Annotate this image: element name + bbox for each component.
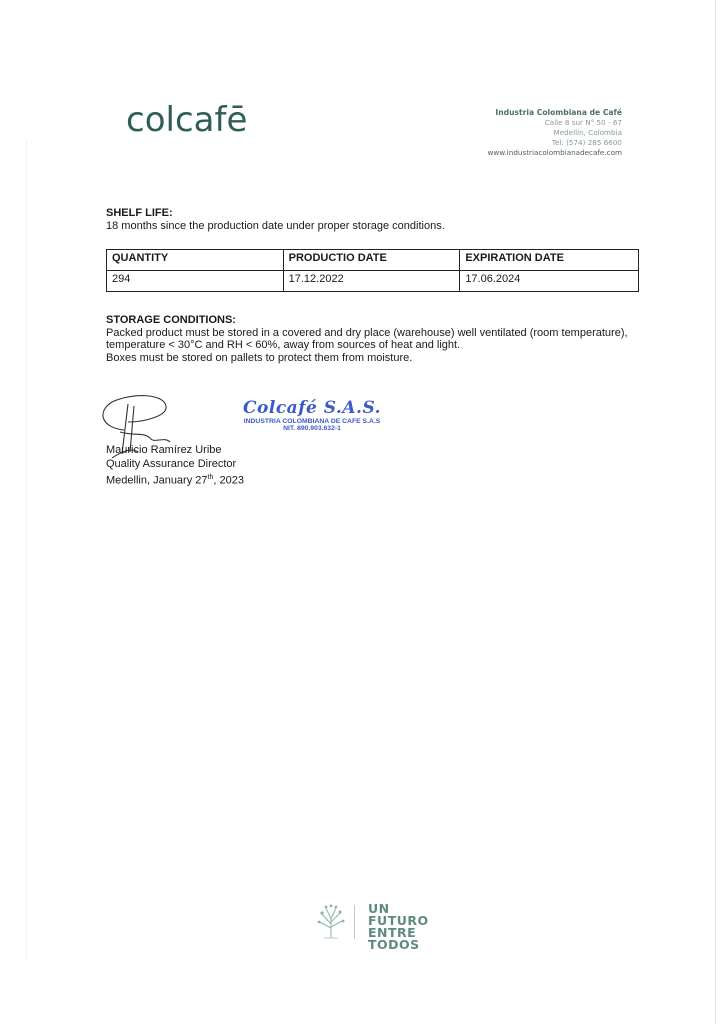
slogan-line: ENTRE [368, 925, 417, 940]
company-phone: Tel: (574) 285 6600 [551, 138, 622, 147]
company-website: www.industriacolombianadecafe.com [487, 148, 622, 157]
header-expiration-date: EXPIRATION DATE [460, 250, 639, 271]
storage-line: Packed product must be stored in a covered and dry place (warehouse) well ventilated (room temperature), [106, 326, 628, 339]
company-address [488, 108, 622, 158]
date-year: , 2023 [213, 474, 244, 487]
signer-place-date [106, 471, 244, 488]
date-prefix: Medellin, January 27 [106, 474, 208, 487]
shelf-life-heading: SHELF LIFE: [106, 207, 173, 219]
company-stamp [243, 398, 381, 432]
company-name: Industria Colombiana de Café [495, 108, 622, 117]
colcafe-logo: colcafē [126, 100, 248, 140]
shelf-life-section [106, 207, 445, 232]
stamp-nit: NIT. 890.903.632-1 [283, 425, 341, 432]
slogan-line: TODOS [368, 937, 420, 952]
cell-production-date: 17.12.2022 [283, 271, 460, 292]
company-street: Calle 8 sur N° 50 - 67 [544, 118, 622, 127]
slogan-line: FUTURO [368, 913, 429, 928]
header-production-date: PRODUCTIO DATE [283, 250, 460, 271]
table-row [107, 271, 639, 292]
tree-icon [312, 902, 350, 940]
company-city: Medellín, Colombia [553, 128, 622, 137]
signer-name: Mauricio Ramírez Uribe [106, 444, 222, 456]
storage-line: temperature < 30°C and RH < 60%, away from sources of heat and light. [106, 339, 461, 351]
storage-line: Boxes must be stored on pallets to protect them from moisture. [106, 351, 413, 364]
shelf-life-text: 18 months since the production date under proper storage conditions. [106, 219, 445, 232]
footer-divider [354, 905, 355, 939]
signer-title: Quality Assurance Director [106, 457, 237, 470]
date-suffix: th [207, 474, 214, 481]
storage-section [106, 314, 628, 364]
storage-heading: STORAGE CONDITIONS: [106, 314, 236, 326]
footer-slogan [368, 901, 429, 952]
slogan-line: UN [368, 901, 390, 916]
stamp-company: INDUSTRIA COLOMBIANA DE CAFE S.A.S [243, 418, 381, 425]
scan-edge [715, 0, 716, 1024]
signer-block [106, 444, 244, 488]
header-quantity: QUANTITY [107, 250, 284, 271]
scan-edge [26, 140, 27, 960]
stamp-brand: Colcafé S.A.S. [243, 398, 382, 418]
table-header-row [107, 250, 639, 271]
cell-expiration-date: 17.06.2024 [460, 271, 639, 292]
cell-quantity: 294 [107, 271, 284, 292]
batch-table [106, 249, 639, 292]
